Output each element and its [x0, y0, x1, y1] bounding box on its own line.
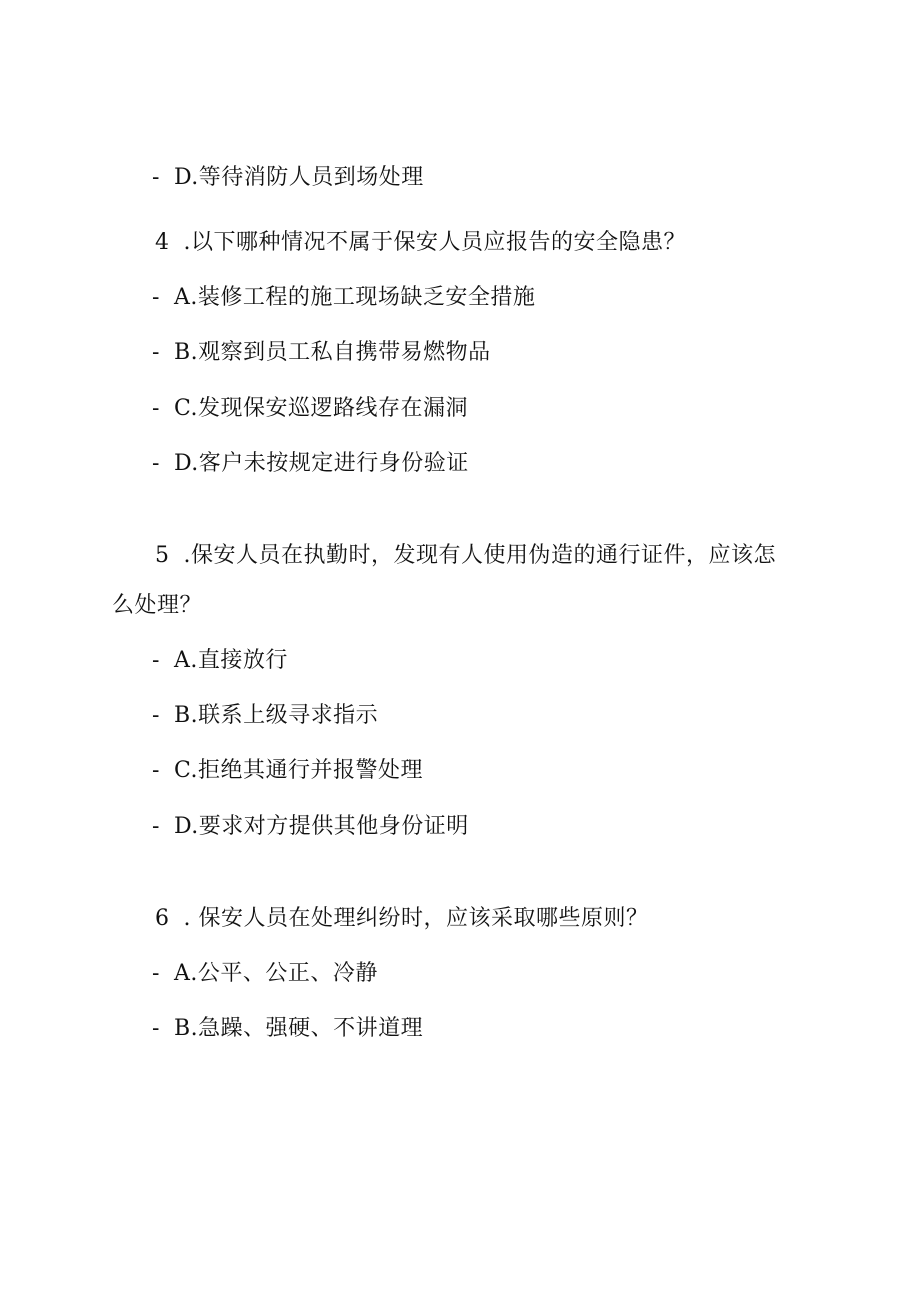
option-text: A.直接放行 [173, 648, 288, 673]
option-line [152, 395, 468, 423]
option-text: D.客户未按规定进行身份验证 [173, 451, 469, 476]
option-dash: - [152, 814, 160, 839]
option-text: C.拒绝其通行并报警处理 [173, 758, 423, 783]
option-line [152, 702, 378, 730]
option-dash: - [152, 1016, 160, 1041]
question-text: .保安人员在执勤时，发现有人使用伪造的通行证件，应该怎 [183, 543, 776, 568]
option-line [152, 164, 424, 192]
option-line [152, 1015, 423, 1043]
option-dash: - [152, 758, 160, 783]
question-continuation [112, 592, 202, 620]
option-line [152, 339, 491, 367]
option-line [152, 813, 469, 841]
option-text: A.装修工程的施工现场缺乏安全措施 [173, 285, 536, 310]
option-text: B.观察到员工私自携带易燃物品 [173, 340, 491, 365]
question-line [155, 542, 776, 570]
option-text: B.联系上级寻求指示 [173, 703, 379, 728]
option-dash: - [152, 340, 160, 365]
option-text: A.公平、公正、冷静 [173, 961, 378, 986]
question-number: 6 [155, 906, 170, 931]
option-text: D.等待消防人员到场处理 [173, 165, 424, 190]
option-dash: - [152, 285, 160, 310]
option-line [152, 284, 535, 312]
option-dash: - [152, 703, 160, 728]
question-text: .以下哪种情况不属于保安人员应报告的安全隐患？ [183, 230, 686, 255]
question-number: 5 [155, 543, 170, 568]
option-line [152, 960, 378, 988]
question-line [155, 905, 649, 933]
option-dash: - [152, 451, 160, 476]
option-dash: - [152, 165, 160, 190]
question-text: . 保安人员在处理纠纷时，应该采取哪些原则？ [183, 906, 649, 931]
option-text: C.发现保安巡逻路线存在漏洞 [173, 396, 468, 421]
option-text: B.急躁、强硬、不讲道理 [173, 1016, 424, 1041]
option-dash: - [152, 396, 160, 421]
option-line [152, 647, 288, 675]
option-text: D.要求对方提供其他身份证明 [173, 814, 469, 839]
option-line [152, 450, 469, 478]
option-line [152, 757, 423, 785]
option-dash: - [152, 961, 160, 986]
question-line [155, 229, 686, 257]
option-dash: - [152, 648, 160, 673]
question-text: 么处理？ [112, 593, 203, 618]
question-number: 4 [155, 230, 170, 255]
